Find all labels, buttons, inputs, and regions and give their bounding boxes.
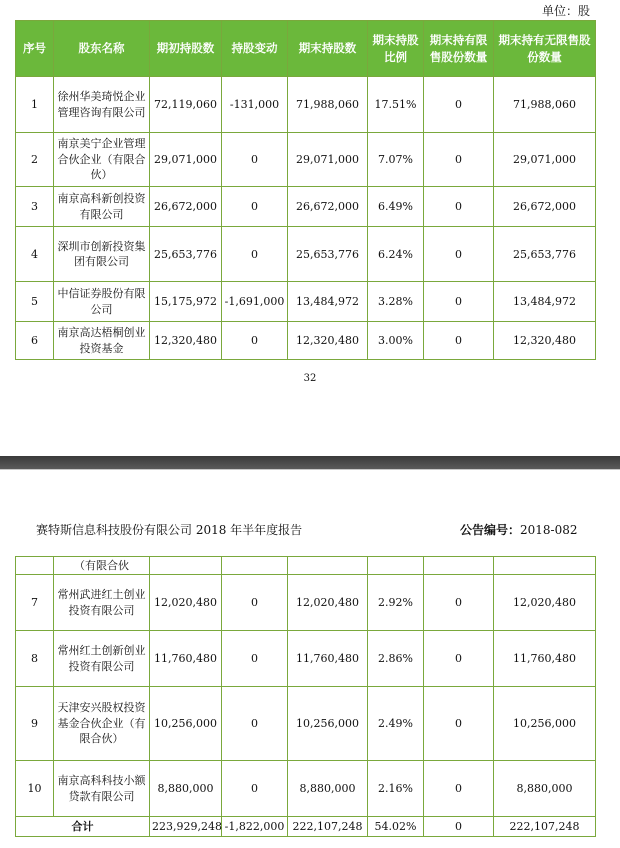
cell-no: 10 <box>16 761 54 817</box>
cell-begin: 8,880,000 <box>150 761 222 817</box>
cell-name: 南京高科新创投资有限公司 <box>54 187 150 227</box>
cell-no: 7 <box>16 575 54 631</box>
cell-name: 徐州华美琦悦企业管理咨询有限公司 <box>54 77 150 133</box>
cell-ratio: 6.49% <box>368 187 424 227</box>
cell-restricted: 0 <box>424 322 494 360</box>
cell-begin <box>150 557 222 575</box>
table-row <box>16 187 596 227</box>
cell-no <box>16 557 54 575</box>
shareholder-table-page2 <box>15 556 596 837</box>
unit-label: 单位：股 <box>541 4 590 18</box>
cell-unrestricted: 13,484,972 <box>494 282 596 322</box>
col-header-change: 持股变动 <box>222 21 288 77</box>
cell-no: 1 <box>16 77 54 133</box>
table-row <box>16 687 596 761</box>
cell-begin: 25,653,776 <box>150 227 222 282</box>
cell-unrestricted: 26,672,000 <box>494 187 596 227</box>
cell-unrestricted: 12,020,480 <box>494 575 596 631</box>
cell-unrestricted: 11,760,480 <box>494 631 596 687</box>
col-header-begin: 期初持股数 <box>150 21 222 77</box>
cell-end: 25,653,776 <box>288 227 368 282</box>
cell-end: 26,672,000 <box>288 187 368 227</box>
cell-change: 0 <box>222 761 288 817</box>
table-row-continuation <box>16 557 596 575</box>
cell-no: 4 <box>16 227 54 282</box>
cell-begin: 29,071,000 <box>150 133 222 187</box>
cell-name: 中信证券股份有限公司 <box>54 282 150 322</box>
table-row <box>16 575 596 631</box>
announcement-label: 公告编号： <box>460 523 521 537</box>
report-title: 赛特斯信息科技股份有限公司 2018 年半年度报告 <box>36 523 303 537</box>
cell-unrestricted: 10,256,000 <box>494 687 596 761</box>
cell-name: 常州红土创新创业投资有限公司 <box>54 631 150 687</box>
cell-begin: 10,256,000 <box>150 687 222 761</box>
cell-ratio: 17.51% <box>368 77 424 133</box>
cell-change: 0 <box>222 187 288 227</box>
cell-begin: 15,175,972 <box>150 282 222 322</box>
cell-unrestricted: 25,653,776 <box>494 227 596 282</box>
cell-ratio: 2.49% <box>368 687 424 761</box>
cell-change: 0 <box>222 322 288 360</box>
table-row <box>16 227 596 282</box>
cell-end: 13,484,972 <box>288 282 368 322</box>
table-header-row <box>16 21 596 77</box>
total-ratio: 54.02% <box>368 817 424 837</box>
cell-restricted: 0 <box>424 133 494 187</box>
cell-unrestricted: 71,988,060 <box>494 77 596 133</box>
cell-change: 0 <box>222 687 288 761</box>
cell-begin: 11,760,480 <box>150 631 222 687</box>
cell-ratio: 2.86% <box>368 631 424 687</box>
cell-end: 29,071,000 <box>288 133 368 187</box>
col-header-no: 序号 <box>16 21 54 77</box>
cell-restricted: 0 <box>424 631 494 687</box>
col-header-restricted: 期末持有限售股份数量 <box>424 21 494 77</box>
cell-begin: 72,119,060 <box>150 77 222 133</box>
cell-restricted: 0 <box>424 187 494 227</box>
cell-restricted: 0 <box>424 77 494 133</box>
cell-name: 常州武进红土创业投资有限公司 <box>54 575 150 631</box>
cell-no: 3 <box>16 187 54 227</box>
cell-begin: 26,672,000 <box>150 187 222 227</box>
cell-end: 12,020,480 <box>288 575 368 631</box>
cell-ratio: 3.00% <box>368 322 424 360</box>
table-row <box>16 133 596 187</box>
cell-end: 10,256,000 <box>288 687 368 761</box>
cell-change: 0 <box>222 133 288 187</box>
cell-name: 深圳市创新投资集团有限公司 <box>54 227 150 282</box>
cell-restricted: 0 <box>424 687 494 761</box>
total-end: 222,107,248 <box>288 817 368 837</box>
cell-change: -131,000 <box>222 77 288 133</box>
cell-unrestricted: 29,071,000 <box>494 133 596 187</box>
cell-name: 天津安兴股权投资基金合伙企业（有限合伙） <box>54 687 150 761</box>
cell-end <box>288 557 368 575</box>
cell-restricted: 0 <box>424 575 494 631</box>
cell-unrestricted: 8,880,000 <box>494 761 596 817</box>
col-header-ratio: 期末持股比例 <box>368 21 424 77</box>
cell-begin: 12,020,480 <box>150 575 222 631</box>
cell-no: 9 <box>16 687 54 761</box>
cell-no: 6 <box>16 322 54 360</box>
cell-change: 0 <box>222 227 288 282</box>
total-change: -1,822,000 <box>222 817 288 837</box>
cell-name: 南京高科科技小额贷款有限公司 <box>54 761 150 817</box>
shareholder-table-page1 <box>15 20 596 360</box>
cell-begin: 12,320,480 <box>150 322 222 360</box>
cell-ratio: 2.92% <box>368 575 424 631</box>
cell-ratio: 2.16% <box>368 761 424 817</box>
cell-restricted: 0 <box>424 282 494 322</box>
table-row <box>16 77 596 133</box>
cell-end: 11,760,480 <box>288 631 368 687</box>
cell-change: 0 <box>222 631 288 687</box>
col-header-end: 期末持股数 <box>288 21 368 77</box>
cell-name: 南京美宁企业管理合伙企业（有限合伙） <box>54 133 150 187</box>
cell-unrestricted <box>494 557 596 575</box>
cell-name: （有限合伙 <box>54 557 150 575</box>
cell-ratio: 3.28% <box>368 282 424 322</box>
cell-no: 5 <box>16 282 54 322</box>
cell-restricted: 0 <box>424 761 494 817</box>
total-unrestricted: 222,107,248 <box>494 817 596 837</box>
page-separator-line <box>0 469 620 470</box>
cell-unrestricted: 12,320,480 <box>494 322 596 360</box>
total-row <box>16 817 596 837</box>
cell-restricted: 0 <box>424 227 494 282</box>
table-row <box>16 761 596 817</box>
cell-no: 2 <box>16 133 54 187</box>
total-begin: 223,929,248 <box>150 817 222 837</box>
cell-ratio: 6.24% <box>368 227 424 282</box>
page-number: 32 <box>303 373 317 384</box>
cell-restricted <box>424 557 494 575</box>
total-label: 合计 <box>16 817 150 837</box>
cell-end: 8,880,000 <box>288 761 368 817</box>
table-row <box>16 322 596 360</box>
table-row <box>16 282 596 322</box>
cell-name: 南京高达梧桐创业投资基金 <box>54 322 150 360</box>
cell-change <box>222 557 288 575</box>
cell-change: -1,691,000 <box>222 282 288 322</box>
col-header-unrestricted: 期末持有无限售股份数量 <box>494 21 596 77</box>
announcement-value: 2018-082 <box>520 523 578 537</box>
total-restricted: 0 <box>424 817 494 837</box>
cell-end: 71,988,060 <box>288 77 368 133</box>
cell-change: 0 <box>222 575 288 631</box>
cell-ratio: 7.07% <box>368 133 424 187</box>
col-header-name: 股东名称 <box>54 21 150 77</box>
cell-ratio <box>368 557 424 575</box>
table-row <box>16 631 596 687</box>
page-separator <box>0 456 620 469</box>
announcement-number <box>460 521 578 538</box>
cell-end: 12,320,480 <box>288 322 368 360</box>
cell-no: 8 <box>16 631 54 687</box>
